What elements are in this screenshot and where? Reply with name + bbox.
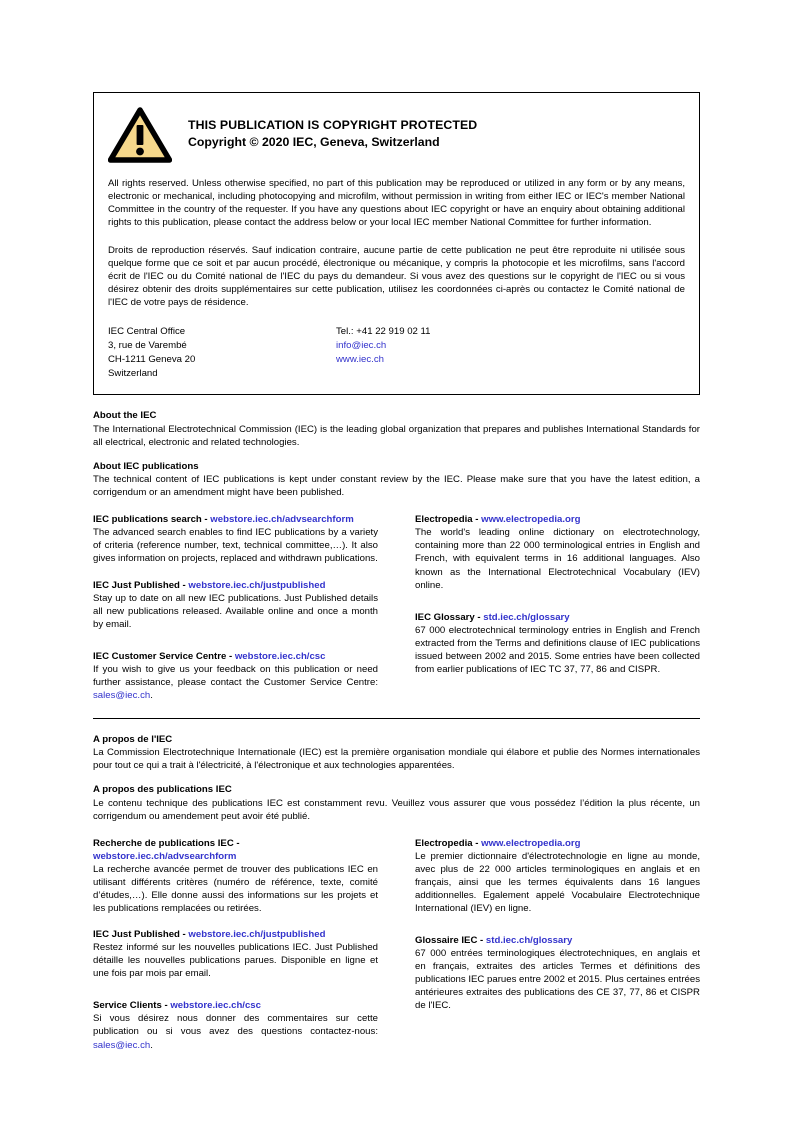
service-clients-link[interactable]: webstore.iec.ch/csc bbox=[170, 1000, 261, 1012]
french-links-columns bbox=[93, 837, 700, 1052]
entry-description: The world's leading online dictionary on electrotechnology, containing more than 22 000 terminological entries in English and French, with equivalent terms in 16 additional languages. Also known as the International Electrotechnical Vocabulary (IEV) online. bbox=[415, 527, 700, 591]
entry-description: Stay up to date on all new IEC publications. Just Published details all new publications released. Available online and once a month by email. bbox=[93, 592, 378, 630]
entry-label: Electropedia - bbox=[415, 514, 482, 526]
entry-label: Recherche de publications IEC - bbox=[93, 837, 240, 849]
french-right-column bbox=[415, 837, 700, 1052]
language-section-divider bbox=[93, 718, 700, 719]
entry-iec-just-published-fr bbox=[93, 928, 378, 980]
a-propos-des-publications-heading: A propos des publications IEC bbox=[93, 784, 232, 796]
sales-email-link-fr[interactable]: sales@iec.ch bbox=[93, 1039, 151, 1051]
entry-description: The advanced search enables to find IEC publications by a variety of criteria (reference number, text, technical committee,…). It also gives information on projects, replaced and withdrawn publications. bbox=[93, 527, 378, 565]
entry-label: IEC Customer Service Centre - bbox=[93, 650, 235, 662]
contact-website-link[interactable]: www.iec.ch bbox=[336, 353, 384, 365]
copyright-title: THIS PUBLICATION IS COPYRIGHT PROTECTED bbox=[188, 118, 478, 132]
entry-label: Electropedia - bbox=[415, 837, 482, 849]
a-propos-de-liec-body: La Commission Electrotechnique Internationale (IEC) est la première organisation mondiale qui élabore et publie des Normes internationales pour tout ce qui a trait à l'électricité, à l'électronique et aux technologies apparentées. bbox=[93, 747, 700, 772]
entry-description: Le premier dictionnaire d'électrotechnologie en ligne au monde, avec plus de 22 000 articles terminologiques en anglais et en français, ainsi que les termes équivalents dans 16 langues additionnelles. Egalement appelé Vocabulaire Electrotechnique International (IEV) en ligne. bbox=[415, 850, 700, 915]
address-line-2: 3, rue de Varembé bbox=[108, 340, 187, 352]
entry-label: Glossaire IEC - bbox=[415, 935, 486, 947]
entry-iec-glossary bbox=[415, 611, 700, 676]
electropedia-link-fr[interactable]: www.electropedia.org bbox=[481, 837, 581, 849]
just-published-link[interactable]: webstore.iec.ch/justpublished bbox=[188, 579, 326, 591]
entry-label: IEC publications search - bbox=[93, 514, 211, 526]
a-propos-de-liec-section bbox=[93, 733, 700, 823]
entry-iec-publications-search bbox=[93, 513, 378, 565]
copyright-paragraph-fr: Droits de reproduction réservés. Sauf indication contraire, aucune partie de cette publication ne peut être reproduite ni utilisée sous quelque forme que ce soit et par aucun procédé, électronique ou mécanique, y compris la photocopie et les microfilms, sans l'accord écrit de l'IEC ou du Comité national de l'IEC du pays du demandeur. Si vous avez des questions sur le copyright de l'IEC ou si vous désirez obtenir des droits supplémentaires sur cette publication, utilisez les coordonnées ci-après ou contactez le Comité national de l'IEC de votre pays de résidence. bbox=[108, 245, 685, 309]
copyright-titles bbox=[188, 105, 477, 152]
entry-glossaire-iec bbox=[415, 934, 700, 1012]
customer-service-centre-link[interactable]: webstore.iec.ch/csc bbox=[234, 650, 326, 662]
entry-description: La recherche avancée permet de trouver des publications IEC en utilisant différents critères (numéro de référence, texte, comité d’études,…). Elle donne aussi des informations sur les projets et les publications remplacées ou retirées. bbox=[93, 864, 378, 915]
entry-label: Service Clients - bbox=[93, 1000, 171, 1012]
about-iec-publications-heading: About IEC publications bbox=[93, 460, 199, 472]
english-left-column bbox=[93, 513, 378, 702]
recherche-publications-link[interactable]: webstore.iec.ch/advsearchform bbox=[93, 850, 237, 862]
entry-description-text: Si vous désirez nous donner des commentaires sur cette publication ou si vous avez des questions contactez-nous: bbox=[93, 1013, 378, 1038]
entry-description-tail: . bbox=[150, 1039, 153, 1051]
english-right-column bbox=[415, 513, 700, 702]
contact-block bbox=[108, 325, 685, 380]
entry-label: IEC Glossary - bbox=[415, 611, 484, 623]
a-propos-de-liec-heading: A propos de l'IEC bbox=[93, 733, 173, 745]
page-content bbox=[93, 92, 700, 1052]
glossaire-iec-link[interactable]: std.iec.ch/glossary bbox=[485, 935, 573, 947]
contact-address bbox=[108, 325, 336, 380]
french-left-column bbox=[93, 837, 378, 1052]
about-the-iec-body: The International Electrotechnical Commission (IEC) is the leading global organization that prepares and publishes International Standards for all electrical, electronic and related technologies. bbox=[93, 423, 700, 448]
electropedia-link[interactable]: www.electropedia.org bbox=[481, 514, 581, 526]
copyright-paragraph-en: All rights reserved. Unless otherwise specified, no part of this publication may be reproduced or utilized in any form or by any means, electronic or mechanical, including photocopying and microfilm, without permission in writing from either IEC or IEC's member National Committee in the country of the requester. If you have any questions about IEC copyright or have an enquiry about obtaining additional rights to this publication, please contact the address below or your local IEC member National Committee for further information. bbox=[108, 178, 685, 229]
entry-description: Restez informé sur les nouvelles publications IEC. Just Published détaille les nouvelles publications parues. Disponible en ligne et une fois par mois par email. bbox=[93, 942, 378, 980]
entry-recherche-de-publications bbox=[93, 837, 378, 915]
entry-electropedia-fr bbox=[415, 837, 700, 915]
entry-label: IEC Just Published - bbox=[93, 579, 189, 591]
address-line-4: Switzerland bbox=[108, 367, 158, 379]
entry-description: 67 000 electrotechnical terminology entries in English and French extracted from the Terms and definitions clause of IEC publications issued between 2002 and 2015. Some entries have been collected from earlier publications of IEC TC 37, 77, 86 and CISPR. bbox=[415, 624, 700, 675]
entry-iec-customer-service-centre bbox=[93, 650, 378, 702]
address-line-1: IEC Central Office bbox=[108, 326, 186, 338]
warning-triangle-icon bbox=[108, 107, 172, 163]
contact-email-link[interactable]: info@iec.ch bbox=[336, 340, 387, 352]
english-links-columns bbox=[93, 513, 700, 702]
entry-electropedia bbox=[415, 513, 700, 591]
a-propos-des-publications-body: Le contenu technique des publications IEC est constamment revu. Veuillez vous assurer que vous possédez l’édition la plus récente, un corrigendum ou amendement peut avoir été publié. bbox=[93, 797, 700, 822]
copyright-notice-box bbox=[93, 92, 700, 395]
just-published-link-fr[interactable]: webstore.iec.ch/justpublished bbox=[188, 929, 326, 941]
iec-glossary-link[interactable]: std.iec.ch/glossary bbox=[483, 611, 570, 623]
address-line-3: CH-1211 Geneva 20 bbox=[108, 353, 196, 365]
contact-telephone: Tel.: +41 22 919 02 11 bbox=[336, 326, 431, 338]
copyright-subtitle: Copyright © 2020 IEC, Geneva, Switzerland bbox=[188, 135, 440, 150]
entry-service-clients bbox=[93, 999, 378, 1051]
about-the-iec-section bbox=[93, 409, 700, 499]
entry-iec-just-published bbox=[93, 579, 378, 631]
contact-details bbox=[336, 325, 685, 380]
about-the-iec-heading: About the IEC bbox=[93, 410, 157, 422]
publications-search-link[interactable]: webstore.iec.ch/advsearchform bbox=[210, 514, 354, 526]
sales-email-link[interactable]: sales@iec.ch bbox=[93, 689, 151, 701]
entry-description-text: If you wish to give us your feedback on this publication or need further assistance, please contact the Customer Service Centre: bbox=[93, 663, 378, 688]
entry-label: IEC Just Published - bbox=[93, 929, 189, 941]
copyright-header bbox=[108, 105, 685, 163]
entry-description bbox=[93, 1012, 378, 1051]
entry-description bbox=[93, 663, 378, 702]
entry-description: 67 000 entrées terminologiques électrotechniques, en anglais et en français, extraites des articles Termes et définitions des publications IEC parues entre 2002 et 2015. Plus certaines entrées antérieures extraites des publications des CE 37, 77, 86 et CISPR de l'IEC. bbox=[415, 948, 700, 1012]
about-iec-publications-body: The technical content of IEC publications is kept under constant review by the IEC. Please make sure that you have the latest edition, a corrigendum or an amendment might have been published. bbox=[93, 474, 700, 499]
entry-description-tail: . bbox=[150, 689, 153, 701]
